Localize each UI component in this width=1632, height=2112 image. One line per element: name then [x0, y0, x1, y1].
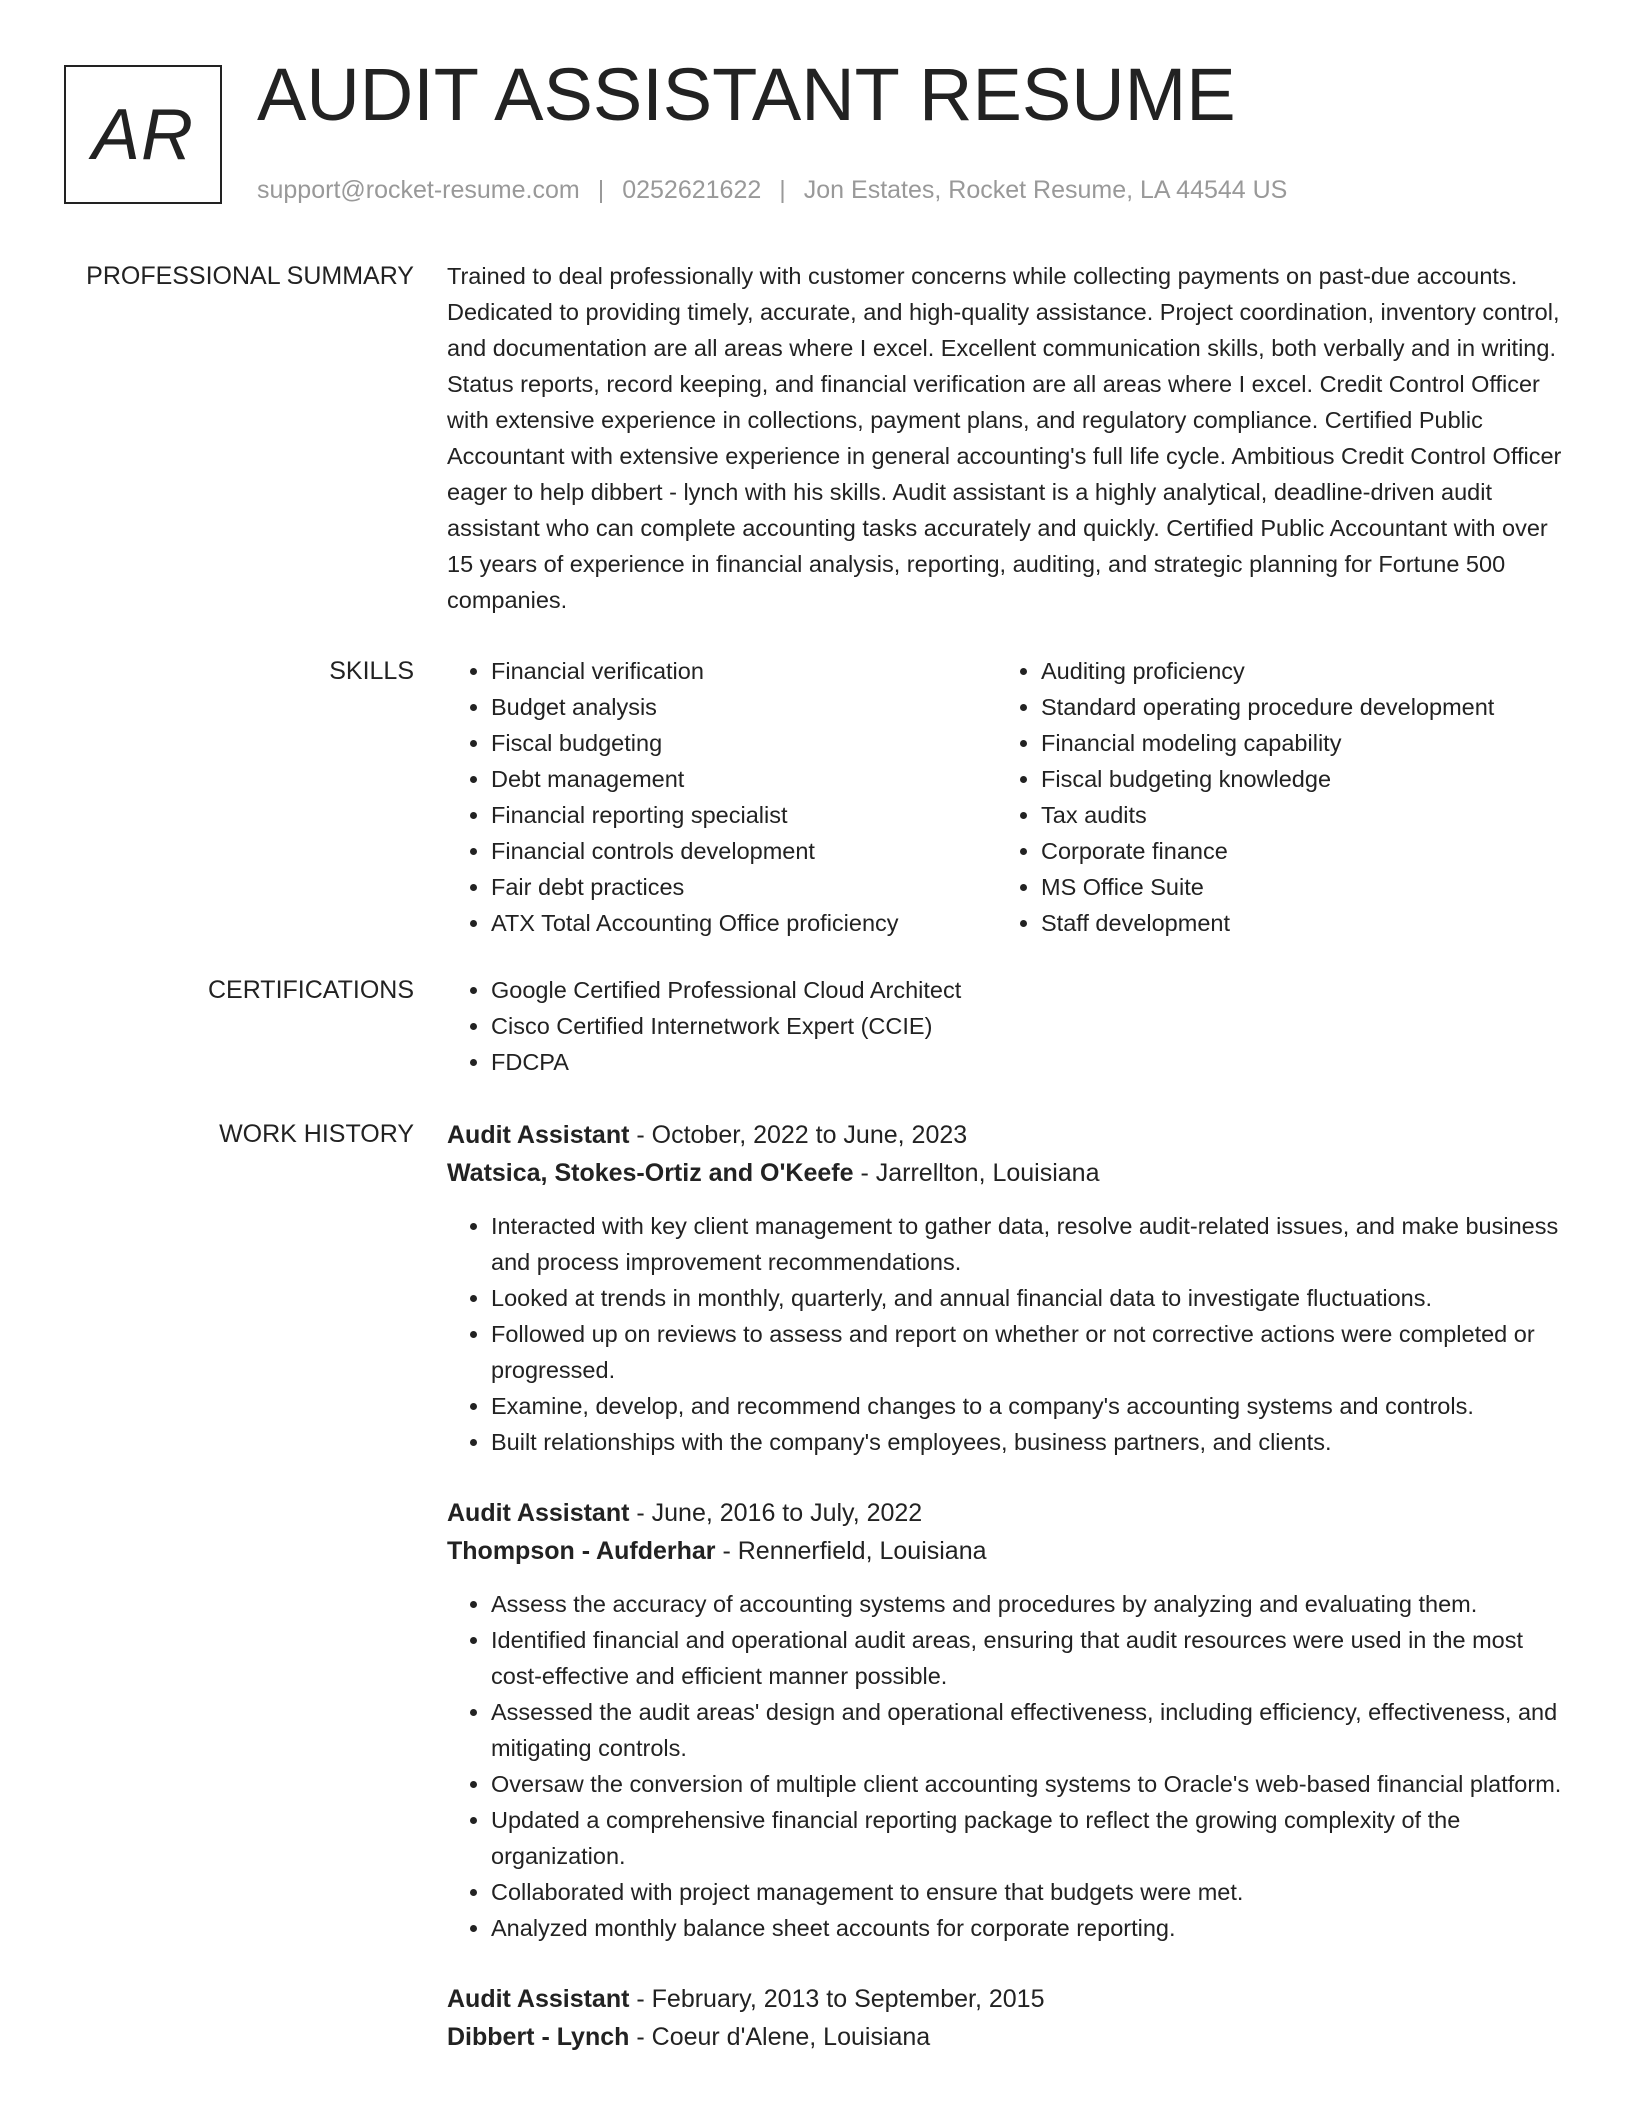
- contact-separator: |: [779, 176, 786, 204]
- skill-item: • Financial modeling capability: [1041, 725, 1547, 761]
- job-company-line: [447, 1532, 1567, 1570]
- job-bullet: • Examine, develop, and recommend changes to a company's accounting systems and controls.: [491, 1388, 1567, 1424]
- skills-body: [447, 653, 1567, 941]
- job-entry: [447, 1116, 1567, 1460]
- monogram-text: AR: [91, 94, 195, 175]
- job-title: Audit Assistant: [447, 1499, 630, 1527]
- work-history-heading: WORK HISTORY: [219, 1120, 414, 1148]
- skills-column-right: [997, 653, 1547, 941]
- job-title-line: [447, 1116, 1567, 1154]
- skill-item: • Auditing proficiency: [1041, 653, 1547, 689]
- skill-item: • Corporate finance: [1041, 833, 1547, 869]
- skills-heading: SKILLS: [329, 657, 414, 685]
- certifications-heading: CERTIFICATIONS: [207, 976, 414, 1004]
- job-company-line: [447, 1154, 1567, 1192]
- monogram-logo: [64, 65, 222, 204]
- job-bullet: • Oversaw the conversion of multiple client accounting systems to Oracle's web-based financial platform.: [491, 1766, 1567, 1802]
- job-title: Audit Assistant: [447, 1985, 630, 2013]
- skill-item: • Staff development: [1041, 905, 1547, 941]
- job-entry: [447, 1494, 1567, 1946]
- job-title-line: [447, 1494, 1567, 1532]
- job-bullet: • Interacted with key client management to gather data, resolve audit-related issues, and make business and process improvement recommendations.: [491, 1208, 1567, 1280]
- skill-item: • Fiscal budgeting knowledge: [1041, 761, 1547, 797]
- job-bullet: • Analyzed monthly balance sheet accounts for corporate reporting.: [491, 1910, 1567, 1946]
- skill-item: • Standard operating procedure development: [1041, 689, 1547, 725]
- skill-item: • Fair debt practices: [491, 869, 997, 905]
- contact-line: [257, 175, 1287, 205]
- skill-item: • Financial reporting specialist: [491, 797, 997, 833]
- certification-item: • Google Certified Professional Cloud Architect: [491, 972, 1567, 1008]
- job-bullets: [447, 1586, 1567, 1946]
- job-bullets: [447, 1208, 1567, 1460]
- certification-item: • Cisco Certified Internetwork Expert (CCIE): [491, 1008, 1567, 1044]
- skill-item: • Budget analysis: [491, 689, 997, 725]
- work-history-body: [447, 1116, 1567, 2090]
- skills-list-left: [447, 653, 997, 941]
- summary-text: Trained to deal professionally with customer concerns while collecting payments on past-due accounts. Dedicated to providing timely, accurate, and high-quality assistance. Project coordination, inventory control, and documentation are all areas where I excel. Excellent communication skills, both verbally and in writing. Status reports, record keeping, and financial verification are all areas where I excel. Credit Control Officer with extensive experience in collections, payment plans, and regulatory compliance. Certified Public Accountant with extensive experience in general accounting's full life cycle. Ambitious Credit Control Officer eager to help dibbert - lynch with his skills. Audit assistant is a highly analytical, deadline-driven audit assistant who can complete accounting tasks accurately and quickly. Certified Public Accountant with over 15 years of experience in financial analysis, reporting, auditing, and strategic planning for Fortune 500 companies.: [447, 263, 1562, 613]
- certifications-list: [447, 972, 1567, 1080]
- job-bullet: • Assessed the audit areas' design and operational effectiveness, including efficiency, effectiveness, and mitigating controls.: [491, 1694, 1567, 1766]
- job-bullet: • Assess the accuracy of accounting systems and procedures by analyzing and evaluating them.: [491, 1586, 1567, 1622]
- job-entry: [447, 1980, 1567, 2056]
- job-company: Thompson - Aufderhar: [447, 1537, 716, 1565]
- skill-item: • Financial controls development: [491, 833, 997, 869]
- skills-grid: [447, 653, 1567, 941]
- certification-item: • FDCPA: [491, 1044, 1567, 1080]
- skill-item: • ATX Total Accounting Office proficiency: [491, 905, 997, 941]
- job-bullet: • Updated a comprehensive financial reporting package to reflect the growing complexity of the organization.: [491, 1802, 1567, 1874]
- job-location: - Rennerfield, Louisiana: [715, 1537, 987, 1565]
- job-company-line: [447, 2018, 1567, 2056]
- contact-address: Jon Estates, Rocket Resume, LA 44544 US: [803, 176, 1288, 204]
- job-bullet: • Collaborated with project management to ensure that budgets were met.: [491, 1874, 1567, 1910]
- job-company: Watsica, Stokes-Ortiz and O'Keefe: [447, 1159, 854, 1187]
- skill-item: • MS Office Suite: [1041, 869, 1547, 905]
- contact-email[interactable]: support@rocket-resume.com: [257, 176, 580, 204]
- summary-heading: PROFESSIONAL SUMMARY: [86, 262, 414, 290]
- job-dates: - October, 2022 to June, 2023: [629, 1121, 968, 1149]
- job-title-line: [447, 1980, 1567, 2018]
- skills-column-left: [447, 653, 997, 941]
- page-title: AUDIT ASSISTANT RESUME: [257, 53, 1236, 136]
- contact-phone[interactable]: 0252621622: [622, 176, 762, 204]
- job-bullet: • Followed up on reviews to assess and report on whether or not corrective actions were completed or progressed.: [491, 1316, 1567, 1388]
- skills-list-right: [997, 653, 1547, 941]
- certifications-body: [447, 972, 1567, 1080]
- job-location: - Jarrellton, Louisiana: [853, 1159, 1100, 1187]
- skill-item: • Financial verification: [491, 653, 997, 689]
- job-location: - Coeur d'Alene, Louisiana: [629, 2023, 931, 2051]
- contact-separator: |: [597, 176, 605, 204]
- summary-body: [447, 258, 1567, 618]
- job-dates: - February, 2013 to September, 2015: [629, 1985, 1045, 2013]
- job-bullet: • Identified financial and operational audit areas, ensuring that audit resources were used in the most cost-effective and efficient manner possible.: [491, 1622, 1567, 1694]
- skill-item: • Fiscal budgeting: [491, 725, 997, 761]
- skill-item: • Debt management: [491, 761, 997, 797]
- skill-item: • Tax audits: [1041, 797, 1547, 833]
- job-title: Audit Assistant: [447, 1121, 630, 1149]
- job-bullet: • Built relationships with the company's employees, business partners, and clients.: [491, 1424, 1567, 1460]
- job-company: Dibbert - Lynch: [447, 2023, 630, 2051]
- job-bullet: • Looked at trends in monthly, quarterly, and annual financial data to investigate fluctuations.: [491, 1280, 1567, 1316]
- job-dates: - June, 2016 to July, 2022: [629, 1499, 923, 1527]
